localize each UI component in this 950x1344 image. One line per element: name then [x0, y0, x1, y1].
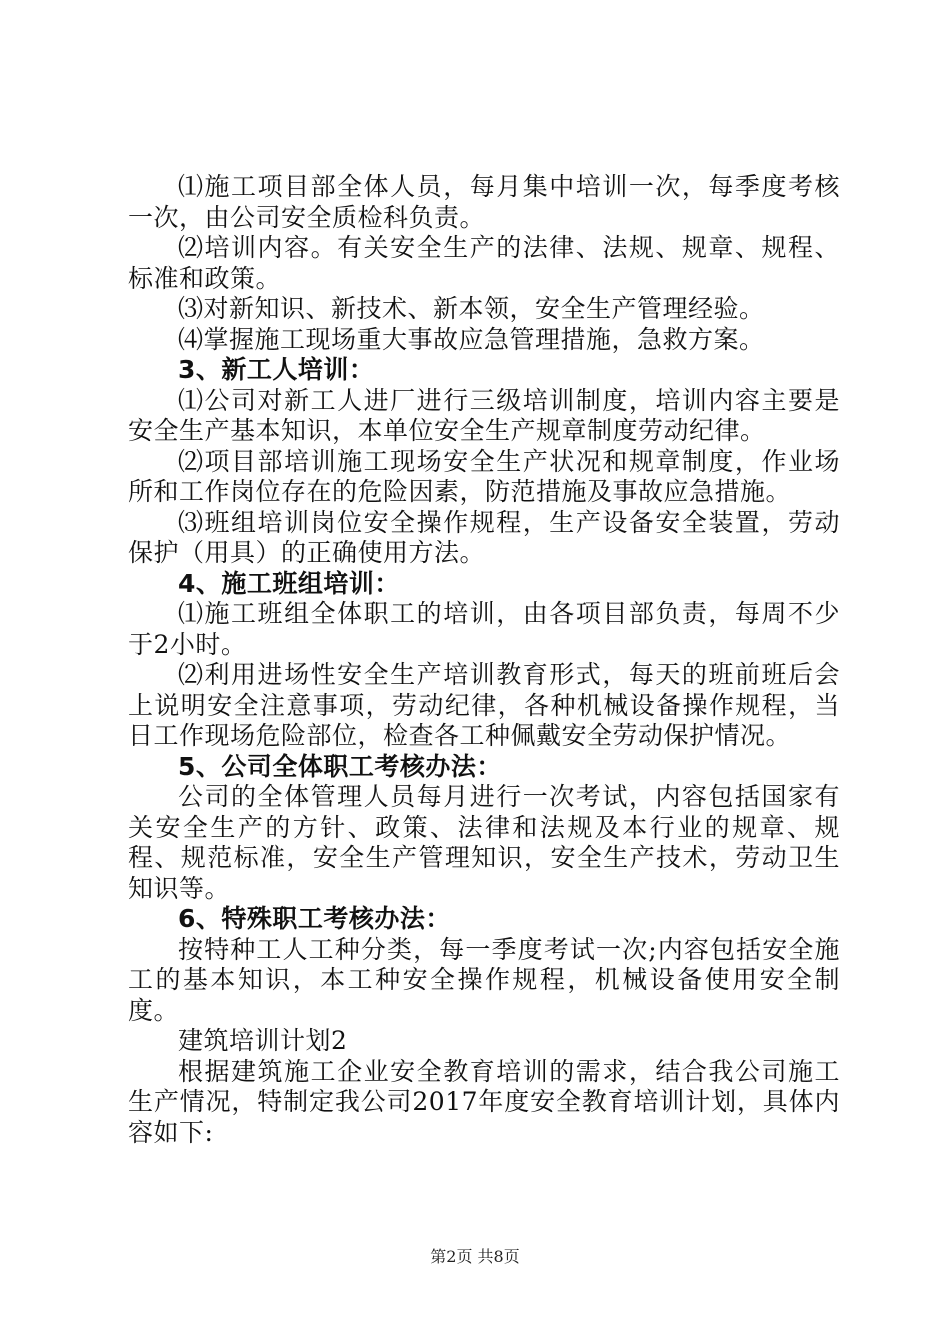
- paragraph: ⑴施工班组全体职工的培训，由各项目部负责，每周不少于2小时。: [128, 599, 840, 659]
- document-body: [128, 172, 840, 1148]
- section-heading: 6、特殊职工考核办法：: [178, 904, 451, 933]
- section-heading: 3、新工人培训：: [178, 355, 375, 384]
- section-heading: 5、公司全体职工考核办法：: [178, 751, 502, 781]
- section-heading: 4、施工班组培训：: [178, 568, 400, 598]
- paragraph: ⑶班组培训岗位安全操作规程，生产设备安全装置，劳动保护（用具）的正确使用方法。: [128, 507, 840, 567]
- paragraph: ⑵培训内容。有关安全生产的法律、法规、规章、规程、标准和政策。: [128, 233, 840, 293]
- paragraph: 按特种工人工种分类，每一季度考试一次;内容包括安全施工的基本知识，本工种安全操作规程，机械设备使用安全制度。: [128, 934, 840, 1025]
- paragraph: ⑷掌握施工现场重大事故应急管理措施，急救方案。: [178, 324, 765, 354]
- paragraph: 公司的全体管理人员每月进行一次考试，内容包括国家有关安全生产的方针、政策、法律和法规及本行业的规章、规程、规范标准，安全生产管理知识，安全生产技术，劳动卫生知识等。: [128, 782, 840, 903]
- paragraph: 根据建筑施工企业安全教育培训的需求，结合我公司施工生产情况，特制定我公司2017年度安全教育培训计划，具体内容如下:: [128, 1056, 840, 1147]
- paragraph: ⑵利用进场性安全生产培训教育形式，每天的班前班后会上说明安全注意事项，劳动纪律，各种机械设备操作规程，当日工作现场危险部位，检查各工种佩戴安全劳动保护情况。: [128, 660, 840, 750]
- page-number-footer: 第2页 共8页: [430, 1247, 520, 1266]
- paragraph: ⑴施工项目部全体人员，每月集中培训一次，每季度考核一次，由公司安全质检科负责。: [128, 172, 840, 232]
- paragraph: ⑶对新知识、新技术、新本领，安全生产管理经验。: [178, 294, 765, 323]
- document-subtitle: 建筑培训计划2: [178, 1026, 348, 1055]
- paragraph: ⑵项目部培训施工现场安全生产状况和规章制度，作业场所和工作岗位存在的危险因素，防范措施及事故应急措施。: [128, 446, 840, 506]
- paragraph: ⑴公司对新工人进厂进行三级培训制度，培训内容主要是安全生产基本知识，本单位安全生产规章制度劳动纪律。: [128, 385, 840, 445]
